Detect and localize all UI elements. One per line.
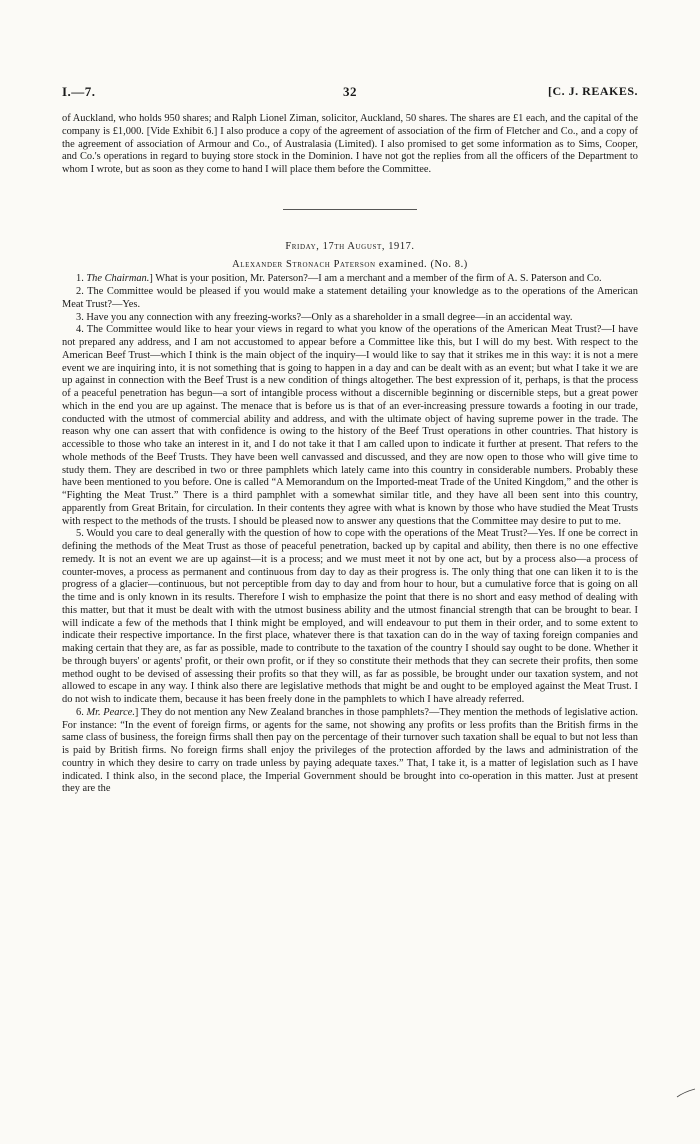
testimony-paragraph xyxy=(62,528,638,707)
question-number: 4. xyxy=(76,324,84,336)
speaker-name: The Chairman. xyxy=(86,273,150,285)
intro-paragraph: of Auckland, who holds 950 shares; and Ralph Lionel Ziman, solicitor, Auckland, 50 shares. The shares are £1 each, and the capital of the company is £1,000. [Vide Exhibit 6.] I also produce a copy of the agreement of association of the firm of Fletcher and Co., and a copy of the agreement of association of Armour and Co., of Australasia (Limited). I also promised to get some information as to Sims, Cooper, and Co.'s operations in regard to buying store stock in the Dominion. I have not got the replies from all the officers of the Department to whom I wrote, but as soon as they come to hand I will place them before the Committee. xyxy=(62,113,638,175)
session-date: Friday, 17th August, 1917. xyxy=(285,240,415,252)
testimony-paragraph xyxy=(62,286,638,312)
paragraph-text: Have you any connection with any freezing-works?—Only as a shareholder in a small degree—in an accidental way. xyxy=(86,311,573,323)
witness-heading xyxy=(62,259,638,272)
page-number: 32 xyxy=(343,84,357,99)
paragraph-text: Would you care to deal generally with the question of how to cope with the operations of the Meat Trust?—Yes. If one be correct in defining the methods of the Meat Trust as those of peaceful penetration, backed up by capital and ability, then there is no one effective remedy. It is not an event we are up against—it is a process; and we must meet it not by one act, but by a process also—a process of counter-moves, a process as permanent and continuous from day to day as their progress is. The only thing that one can liken it to is the progress of a glacier—continuous, but not perceptible from day to day and from hour to hour, but a cumulative force that is going on all the time and is only known in its results. Therefore I wish to emphasize the point that there is no short and easy method of dealing with this matter, but that it must be dealt with with the utmost business ability and the utmost financial strength that can be brought to bear. I will indicate a few of the methods that I think might be employed, and will endeavour to put them in their order, and to some extent to indicate their respective importance. In the first place, whatever there is that taxation can do in the way of taxing foreign companies and making certain that they are, as far as possible, made to contribute to the taxation of the country I should say ought to be done. Whether it be through buyers' or agents' profit, or their own profit, or if they so constitute their methods that they can secrete their profits, then some method ought to be devised of assessing their profits so that they will, as far as possible, be brought under our taxation system, and not allowed to escape in any way. I think also there are legislative methods that might be and ought to be employed against the Meat Trust. I do not wish to indicate them, because it has been freely done in the pamphlets to which I have already referred. xyxy=(62,528,638,705)
margin-pencil-mark xyxy=(676,1088,696,1098)
question-number: 3. xyxy=(76,311,84,323)
page-header xyxy=(62,84,638,102)
witness-examined-label: examined. (No. 8.) xyxy=(375,258,468,270)
paragraph-text: ] They do not mention any New Zealand branches in those pamphlets?—They mention the methods of legislative action. For instance: “In the event of foreign firms, or agents for the same, not showing any profits or less profits than the British firms in the same class of business, the foreign firms shall then pay on the percentage of their turnover such taxation shall be equal to but not less than is paid by British firms. No foreign firms shall enjoy the privileges of the protection afforded by the laws and administration of the country in which they desire to carry on trade unless by paying adequate taxes.” That, I take it, is a matter of legislation such as I have indicated. I think also, in the second place, the Imperial Government should be brought into co-operation in this matter. Just at present they are the xyxy=(62,706,638,795)
question-number: 1. xyxy=(76,273,84,285)
speaker-name: Mr. Pearce. xyxy=(86,706,135,718)
question-number: 2. xyxy=(76,286,84,297)
paragraph-text: The Committee would be pleased if you would make a statement detailing your knowledge as to the operations of the American Meat Trust?—Yes. xyxy=(62,286,638,310)
document-body xyxy=(62,113,638,796)
testimony-paragraph xyxy=(62,312,638,325)
paragraph-text: ] What is your position, Mr. Paterson?—I am a merchant and a member of the firm of A. S. Paterson and Co. xyxy=(149,273,602,285)
question-number: 6. xyxy=(76,706,84,718)
section-divider xyxy=(283,209,417,210)
report-code: I.—7. xyxy=(62,84,96,99)
witness-name: Alexander Stronach Paterson xyxy=(232,258,376,270)
paragraph-text: The Committee would like to hear your views in regard to what you know of the operations of the American Meat Trust?—I have not prepared any address, and I am not accustomed to appear before a Committee like this, but I will do my best. With respect to the American Beef Trust—which I think is the main object of the inquiry—I would like to say that it strikes me in this way: it is not a mere event we are inquiring into, it is not something that is going to happen in a day and can be dealt with as an event; but what I take it we are up against in connection with the Beef Trust is a new condition of things altogether. The best expression of it, perhaps, is that the process of a peaceful penetration has begun—a sort of intangible process without a discernible beginning or discernible steps, but a great power which in the end you are up against. The menace that is before us is that of an ever-increasing pressure towards a footing in our trade, conducted with the utmost of commercial ability and address, and with the ultimate object of having supreme power in the trade. The reason why one can assert that with confidence is owing to the history of the Beef Trust operations in other countries. That history is accessible to those who take an interest in it, and I do not take it that I am called upon to indicate it further at present. That refers to the whole methods of the Beef Trusts. They have been well canvassed and discussed, and they are now open to those who will give time to study them. They are described in two or three pamphlets which lately came into this country in considerable numbers. Probably these have been mentioned to you before. One is called “A Memorandum on the Imported-meat Trade of the United Kingdom,” and the other is “Fighting the Meat Trust.” There is a third pamphlet with a somewhat similar title, and they have all been sent into this country, apparently from Great Britain, for circulation. In their contents they agree with what is known by those who have studied the Meat Trusts with respect to the methods of the trusts. I should be pleased now to answer any questions that the Committee may desire to put to me. xyxy=(62,324,638,527)
testimony-paragraph xyxy=(62,707,638,796)
testimony-paragraph xyxy=(62,273,638,286)
testimony-paragraph xyxy=(62,324,638,528)
testimony xyxy=(62,273,638,796)
witness-running-head: [C. J. REAKES. xyxy=(547,84,638,98)
question-number: 5. xyxy=(76,528,84,540)
